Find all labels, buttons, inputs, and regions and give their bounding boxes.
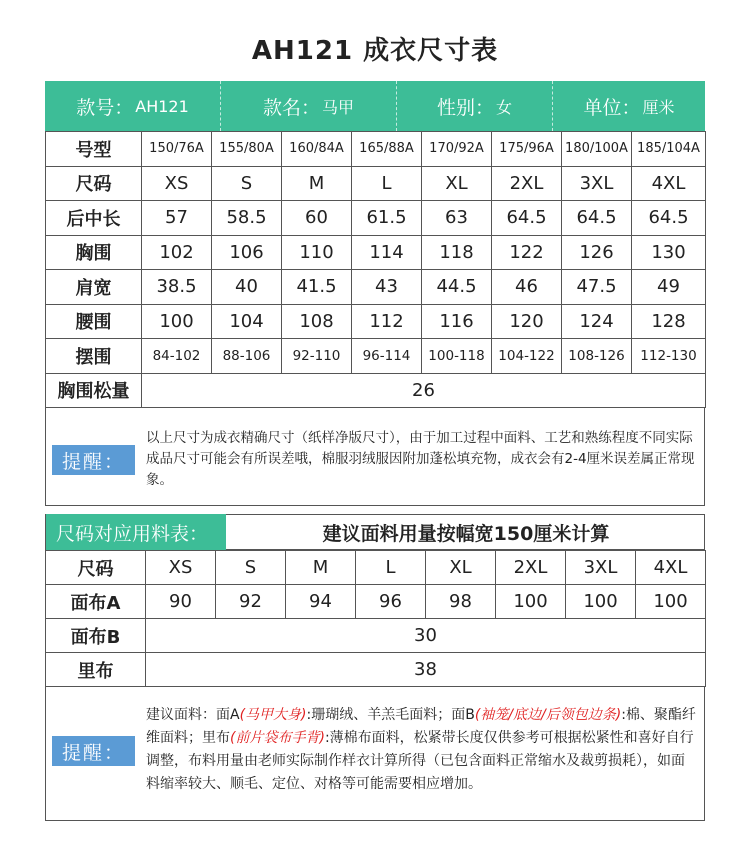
row-label: 号型 (46, 132, 142, 167)
remark-text-part: :珊瑚绒、羊羔毛面料；面B (306, 707, 475, 723)
table-cell: 90 (146, 585, 216, 619)
info-bar (45, 81, 705, 131)
remark-box-1 (45, 408, 705, 506)
table-cell: 150/76A (142, 132, 212, 167)
table-cell: 122 (492, 235, 562, 270)
style-no-cell (45, 81, 221, 131)
table-cell: 124 (562, 304, 632, 339)
size-label: 尺码 (46, 551, 146, 585)
table-cell: M (286, 551, 356, 585)
table-cell: S (216, 551, 286, 585)
table-row-sizes (46, 551, 706, 585)
fabric-header-tag: 尺码对应用料表： (46, 514, 226, 551)
lining-label: 里布 (46, 653, 146, 687)
table-cell: 98 (426, 585, 496, 619)
remark-text-1: 以上尺寸为成衣精确尺寸（纸样净版尺寸），由于加工过程中面料、工艺和熟练程度不同实际成品尺寸可能会有所误差哦，棉服羽绒服因附加蓬松填充物，成衣会有2-4厘米误差属正常现象。 (146, 430, 695, 488)
table-cell: 118 (422, 235, 492, 270)
name-label: 款名： (262, 96, 320, 119)
ease-label: 胸围松量 (46, 373, 142, 408)
table-cell: 84-102 (142, 339, 212, 374)
table-cell: L (352, 166, 422, 201)
remark-text-part: 建议面料：面A (146, 707, 240, 723)
table-cell: 128 (632, 304, 706, 339)
table-cell: 64.5 (632, 201, 706, 236)
table-cell: L (356, 551, 426, 585)
fabric-table (45, 550, 706, 687)
fabric-b-value: 30 (146, 619, 706, 653)
table-cell: 58.5 (212, 201, 282, 236)
table-cell: 106 (212, 235, 282, 270)
style-no-label: 款号： (76, 96, 134, 119)
table-cell: 185/104A (632, 132, 706, 167)
table-cell: 130 (632, 235, 706, 270)
table-cell: 92 (216, 585, 286, 619)
table-cell: 96-114 (352, 339, 422, 374)
table-cell: 100 (142, 304, 212, 339)
table-cell: 100-118 (422, 339, 492, 374)
table-row-lining (46, 653, 706, 687)
table-cell: 120 (492, 304, 562, 339)
table-cell: 160/84A (282, 132, 352, 167)
table-cell: 40 (212, 270, 282, 305)
table-row (46, 304, 706, 339)
row-label: 尺码 (46, 166, 142, 201)
ease-value: 26 (142, 373, 706, 408)
table-cell: 41.5 (282, 270, 352, 305)
table-cell: 180/100A (562, 132, 632, 167)
size-table (45, 131, 706, 408)
remark-text-part: :棉、聚酯纤维面料；里布 (146, 707, 696, 746)
table-cell: 100 (636, 585, 706, 619)
table-cell: 114 (352, 235, 422, 270)
table-cell: 100 (496, 585, 566, 619)
table-row-ease (46, 373, 706, 408)
fabric-header-note: 建议面料用量按幅宽150厘米计算 (322, 522, 610, 545)
table-cell: 61.5 (352, 201, 422, 236)
table-cell: 3XL (566, 551, 636, 585)
table-cell: 94 (286, 585, 356, 619)
table-cell: 64.5 (492, 201, 562, 236)
row-label: 肩宽 (46, 270, 142, 305)
table-cell: 47.5 (562, 270, 632, 305)
table-row (46, 270, 706, 305)
table-cell: 126 (562, 235, 632, 270)
table-cell: 2XL (492, 166, 562, 201)
table-cell: 112 (352, 304, 422, 339)
unit-cell (553, 81, 705, 131)
table-cell: 104 (212, 304, 282, 339)
table-cell: 38.5 (142, 270, 212, 305)
lining-value: 38 (146, 653, 706, 687)
table-row (46, 339, 706, 374)
remark-tag-1: 提醒： (52, 445, 135, 475)
gender-cell (397, 81, 553, 131)
table-row (46, 201, 706, 236)
table-cell: 112-130 (632, 339, 706, 374)
table-cell: 96 (356, 585, 426, 619)
unit-label: 单位： (583, 96, 641, 119)
remark-highlight: (袖笼/底边/后领包边条) (474, 707, 622, 723)
row-label: 后中长 (46, 201, 142, 236)
name-value: 马甲 (322, 97, 355, 117)
remark-text-part: :薄棉布面料，松紧带长度仅供参考可根据松紧性和喜好自行调整，布料用量由老师实际制作样衣计算所得（已包含面料正常缩水及裁剪损耗），如面料缩率较大、顺毛、定位、对格等可能需要相应增加。 (146, 730, 694, 792)
table-cell: 92-110 (282, 339, 352, 374)
row-label: 胸围 (46, 235, 142, 270)
table-cell: 170/92A (422, 132, 492, 167)
table-cell: 4XL (632, 166, 706, 201)
table-cell: S (212, 166, 282, 201)
table-cell: 2XL (496, 551, 566, 585)
row-label: 腰围 (46, 304, 142, 339)
table-row-fabric-b (46, 619, 706, 653)
table-cell: 108-126 (562, 339, 632, 374)
table-cell: 165/88A (352, 132, 422, 167)
remark-highlight: (前片袋布手背) (230, 730, 325, 746)
table-cell: XL (422, 166, 492, 201)
remark-box-2 (45, 686, 705, 821)
table-cell: 46 (492, 270, 562, 305)
page-title: AH121 成衣尺寸表 (251, 36, 499, 66)
table-cell: M (282, 166, 352, 201)
table-cell: 110 (282, 235, 352, 270)
fabric-header (45, 514, 705, 550)
table-cell: 60 (282, 201, 352, 236)
table-cell: 104-122 (492, 339, 562, 374)
remark-tag-2: 提醒： (52, 736, 135, 766)
table-cell: 175/96A (492, 132, 562, 167)
fabric-a-label: 面布A (46, 585, 146, 619)
table-cell: 44.5 (422, 270, 492, 305)
table-row (46, 166, 706, 201)
table-cell: 57 (142, 201, 212, 236)
table-cell: XS (146, 551, 216, 585)
remark-text-2 (146, 704, 698, 796)
table-cell: 155/80A (212, 132, 282, 167)
table-cell: 108 (282, 304, 352, 339)
row-label: 摆围 (46, 339, 142, 374)
table-cell: 3XL (562, 166, 632, 201)
remark-highlight: (马甲大身) (239, 707, 307, 723)
table-cell: XS (142, 166, 212, 201)
table-cell: 102 (142, 235, 212, 270)
gender-value: 女 (496, 97, 513, 117)
table-cell: XL (426, 551, 496, 585)
unit-value: 厘米 (642, 97, 675, 117)
fabric-b-label: 面布B (46, 619, 146, 653)
table-cell: 4XL (636, 551, 706, 585)
style-no-value: AH121 (135, 96, 189, 116)
table-cell: 63 (422, 201, 492, 236)
table-row (46, 235, 706, 270)
table-row-fabric-a (46, 585, 706, 619)
table-cell: 88-106 (212, 339, 282, 374)
table-cell: 100 (566, 585, 636, 619)
table-row (46, 132, 706, 167)
table-cell: 49 (632, 270, 706, 305)
gender-label: 性别： (436, 96, 494, 119)
name-cell (221, 81, 397, 131)
table-cell: 43 (352, 270, 422, 305)
table-cell: 64.5 (562, 201, 632, 236)
table-cell: 116 (422, 304, 492, 339)
